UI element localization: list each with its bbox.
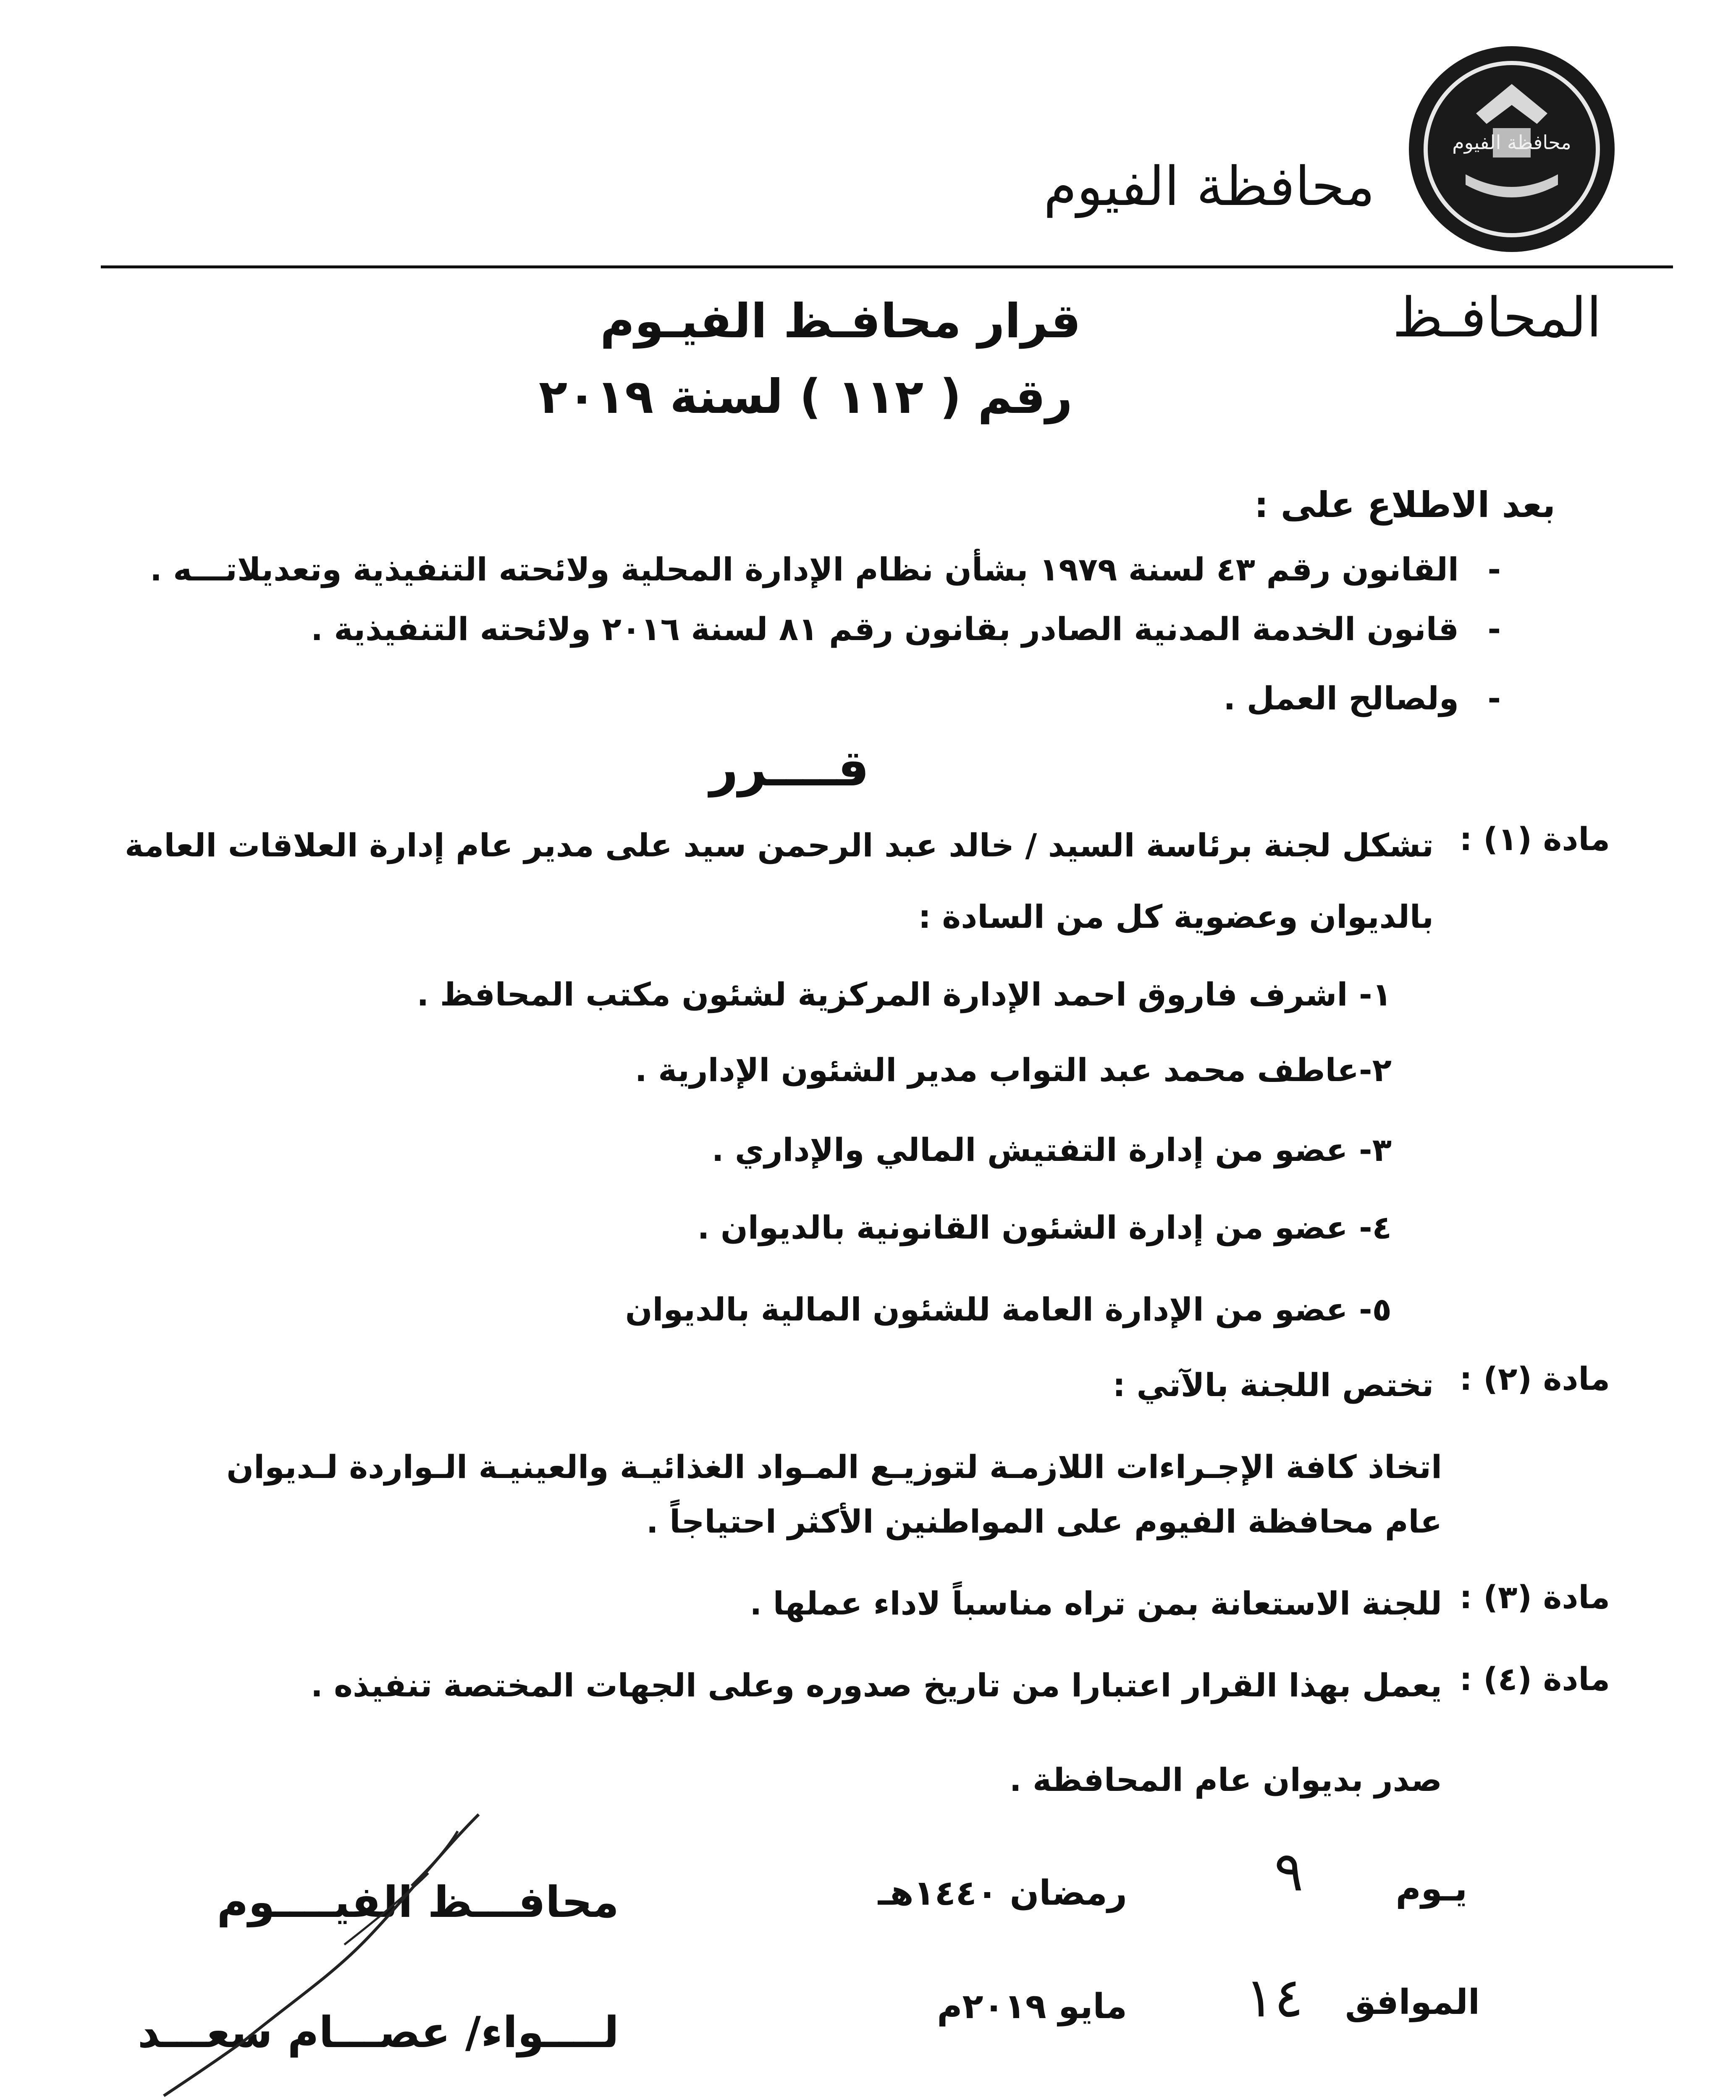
signatory-name: لــــواء/ عصـــام سعـــد bbox=[137, 2008, 619, 2058]
article-label: مادة (١) : bbox=[1459, 820, 1610, 858]
preamble-intro: بعد الاطلاع على : bbox=[1254, 484, 1555, 525]
corresponding-label: الموافق bbox=[1345, 1982, 1480, 2022]
governorate-seal-icon bbox=[1403, 40, 1621, 258]
committee-member: ٥- عضو من الإدارة العامة للشئون المالية بالديوان bbox=[625, 1291, 1392, 1328]
committee-member: ٣- عضو من إدارة التفتيش المالي والإداري . bbox=[711, 1131, 1392, 1168]
article-label: مادة (٣) : bbox=[1459, 1578, 1610, 1616]
committee-member: ٢-عاطف محمد عبد التواب مدير الشئون الإدارية . bbox=[635, 1051, 1392, 1089]
preamble-item: ولصالح العمل . bbox=[1223, 680, 1459, 717]
preamble-dash: - bbox=[1487, 551, 1501, 588]
article-label: مادة (٢) : bbox=[1459, 1360, 1610, 1397]
header-divider bbox=[101, 265, 1673, 268]
article-text: عام محافظة الفيوم على المواطنين الأكثر احتياجاً . bbox=[646, 1503, 1442, 1540]
committee-member: ١- اشرف فاروق احمد الإدارة المركزية لشئون مكتب المحافظ . bbox=[417, 976, 1392, 1013]
hijri-date: رمضان ١٤٤٠هـ bbox=[878, 1873, 1127, 1913]
committee-member: ٤- عضو من إدارة الشئون القانونية بالديوان . bbox=[697, 1209, 1392, 1246]
governorate-name: محافظة الفيوم bbox=[1044, 155, 1375, 218]
day-value: ٩ bbox=[1274, 1840, 1303, 1903]
preamble-dash: - bbox=[1487, 680, 1501, 717]
article-text: اتخاذ كافة الإجـراءات اللازمـة لتوزيـع المـواد الغذائيـة والعينيـة الـواردة لـديوان bbox=[226, 1448, 1442, 1486]
decree-number: رقم ( ١١٢ ) لسنة ٢٠١٩ bbox=[538, 370, 1073, 424]
article-text: تشكل لجنة برئاسة السيد / خالد عبد الرحمن سيد على مدير عام إدارة العلاقات العامة bbox=[125, 827, 1434, 864]
gregorian-day-value: ١٤ bbox=[1245, 1966, 1303, 2029]
article-label: مادة (٤) : bbox=[1459, 1660, 1610, 1698]
gregorian-date: مايو ٢٠١٩م bbox=[937, 1987, 1127, 2026]
preamble-item: قانون الخدمة المدنية الصادر بقانون رقم ٨١ لسنة ٢٠١٦ ولائحته التنفيذية . bbox=[311, 610, 1459, 648]
article-text: للجنة الاستعانة بمن تراه مناسباً لاداء عملها . bbox=[750, 1585, 1442, 1622]
issued-statement: صدر بديوان عام المحافظة . bbox=[1009, 1761, 1442, 1798]
article-text: يعمل بهذا القرار اعتبارا من تاريخ صدوره وعلى الجهات المختصة تنفيذه . bbox=[310, 1667, 1442, 1704]
article-text: بالديوان وعضوية كل من السادة : bbox=[918, 898, 1434, 935]
article-text: تختص اللجنة بالآتي : bbox=[1112, 1366, 1434, 1404]
preamble-item: القانون رقم ٤٣ لسنة ١٩٧٩ بشأن نظام الإدارة المحلية ولائحته التنفيذية وتعديلاتـــه . bbox=[149, 551, 1459, 588]
handwritten-signature-icon bbox=[109, 1806, 571, 2100]
governor-label: المحافـظ bbox=[1392, 286, 1602, 349]
seal-text: محافظة الفيوم bbox=[1452, 131, 1571, 154]
decree-title: قرار محافـظ الفيـوم bbox=[600, 294, 1081, 349]
signatory-title: محافـــظ الفيــــوم bbox=[217, 1877, 619, 1927]
decides-heading: قــــرر bbox=[710, 739, 869, 797]
day-label: يـوم bbox=[1395, 1869, 1467, 1909]
preamble-dash: - bbox=[1487, 610, 1501, 648]
